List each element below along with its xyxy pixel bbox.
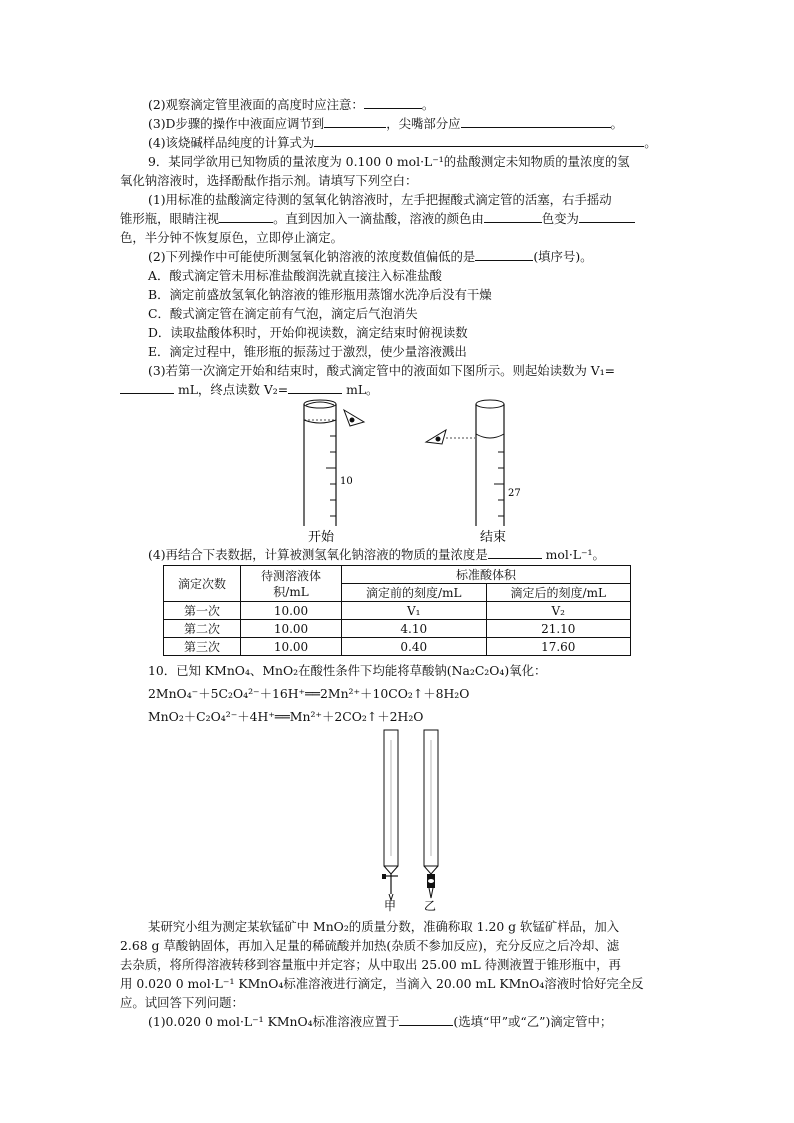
answer-blank[interactable] (364, 96, 422, 109)
q10-body-line5: 应。试回答下列问题： (120, 995, 244, 1010)
q9-part1-line2: 锥形瓶，眼睛注视 。直到因加入一滴盐酸，溶液的颜色由 色变为 (120, 210, 635, 228)
answer-blank[interactable] (475, 248, 533, 261)
answer-blank[interactable] (488, 546, 542, 559)
burettes-figure (374, 726, 450, 912)
label-yi: 乙 (424, 899, 437, 912)
q10-body-line2: 2.68 g 草酸钠固体，再加入足量的稀硫酸并加热(杂质不参加反应)，充分反应之后冷却、滤 (120, 938, 620, 953)
label-jia: 甲 (384, 899, 397, 912)
burette-start (304, 400, 364, 526)
q9-option-e: E．滴定过程中，锥形瓶的振荡过于激烈，使少量溶液溅出 (148, 344, 467, 359)
q9-part1-line3: 色，半分钟不恢复原色，立即停止滴定。 (120, 230, 344, 245)
answer-blank[interactable] (484, 210, 542, 223)
header-after: 滴定后的刻度/mL (486, 584, 631, 602)
header-trial: 滴定次数 (164, 566, 241, 602)
label-start: 开始 (308, 530, 335, 544)
table-row: 第二次 10.00 4.10 21.10 (164, 620, 631, 638)
q10-part1: (1)0.020 0 mol·L⁻¹ KMnO₄标准溶液应置于 (选填“甲”或“乙”)滴定管中； (148, 1014, 613, 1029)
header-before: 滴定前的刻度/mL (342, 584, 487, 602)
answer-blank[interactable] (579, 210, 635, 223)
answer-blank[interactable] (288, 381, 342, 394)
q9-intro-line2: 氧化钠溶液时，选择酚酞作指示剂。请填写下列空白： (120, 173, 418, 188)
label-end: 结束 (480, 530, 507, 544)
q8-part2: (2)观察滴定管里液面的高度时应注意： 。 (148, 97, 435, 112)
table-row: 第一次 10.00 V₁ V₂ (164, 602, 631, 620)
burette-end (426, 400, 521, 526)
eye-icon (344, 410, 364, 426)
q10-intro: 10．已知 KMnO₄、MnO₂在酸性条件下均能将草酸钠(Na₂C₂O₄)氧化： (148, 663, 547, 678)
q10-body-line4: 用 0.020 0 mol·L⁻¹ KMnO₄标准溶液进行滴定，当滴入 20.00 mL KMnO₄溶液时恰好完全反 (120, 976, 644, 991)
q9-part2: (2)下列操作中可能使所测氢氧化钠溶液的浓度数值偏低的是 (填序号)。 (148, 249, 593, 264)
q10-body-line1: 某研究小组为测定某软锰矿中 MnO₂的质量分数，准确称取 1.20 g 软锰矿样品，加入 (148, 919, 620, 934)
answer-blank[interactable] (324, 115, 386, 128)
q10-body-line3: 去杂质，将所得溶液转移到容量瓶中并定容；从中取出 25.00 mL 待测液置于锥形瓶中，再 (120, 957, 621, 972)
base-burette (424, 730, 438, 898)
q9-option-c: C．酸式滴定管在滴定前有气泡，滴定后气泡消失 (148, 306, 418, 321)
header-volume: 待测溶液体 积/mL (241, 566, 342, 602)
q8-part3: (3)D步骤的操作中液面应调节到 ，尖嘴部分应 。 (148, 116, 623, 131)
answer-blank[interactable] (399, 1013, 453, 1026)
q9-part4: (4)再结合下表数据，计算被测氢氧化钠溶液的物质的量浓度是 mol·L⁻¹。 (148, 547, 605, 562)
tick-label-end: 27 (508, 488, 521, 499)
q9-part1-line1: (1)用标准的盐酸滴定待测的氢氧化钠溶液时，左手把握酸式滴定管的活塞，右手摇动 (148, 192, 612, 207)
table-row: 第三次 10.00 0.40 17.60 (164, 638, 631, 656)
q9-option-b: B．滴定前盛放氢氧化钠溶液的锥形瓶用蒸馏水洗净后没有干燥 (148, 287, 492, 302)
q9-part3-line1: (3)若第一次滴定开始和结束时，酸式滴定管中的液面如下图所示。则起始读数为 V₁= (148, 363, 616, 378)
acid-burette (382, 730, 398, 900)
answer-blank[interactable] (219, 210, 273, 223)
equation-2: MnO₂＋C₂O₄²⁻＋4H⁺══Mn²⁺＋2CO₂↑＋2H₂O (148, 709, 424, 724)
header-acid-volume: 标准酸体积 (342, 566, 631, 584)
answer-blank[interactable] (314, 134, 644, 147)
answer-blank[interactable] (461, 115, 611, 128)
answer-blank[interactable] (120, 381, 174, 394)
eye-icon (426, 430, 446, 444)
tick-label-start: 10 (340, 476, 353, 487)
q9-intro-line1: 9．某同学欲用已知物质的量浓度为 0.100 0 mol·L⁻¹的盐酸测定未知物质的量浓度的氢 (148, 154, 630, 169)
q8-part4: (4)该烧碱样品纯度的计算式为 。 (148, 135, 657, 150)
q9-part3-line2: mL，终点读数 V₂= mL。 (120, 381, 378, 399)
q9-option-d: D．读取盐酸体积时，开始仰视读数，滴定结束时俯视读数 (148, 325, 468, 340)
burette-reading-figure (290, 396, 530, 544)
titration-data-table (163, 565, 631, 656)
q9-option-a: A．酸式滴定管未用标准盐酸润洗就直接注入标准盐酸 (148, 268, 442, 283)
equation-1: 2MnO₄⁻＋5C₂O₄²⁻＋16H⁺══2Mn²⁺＋10CO₂↑＋8H₂O (148, 686, 470, 701)
